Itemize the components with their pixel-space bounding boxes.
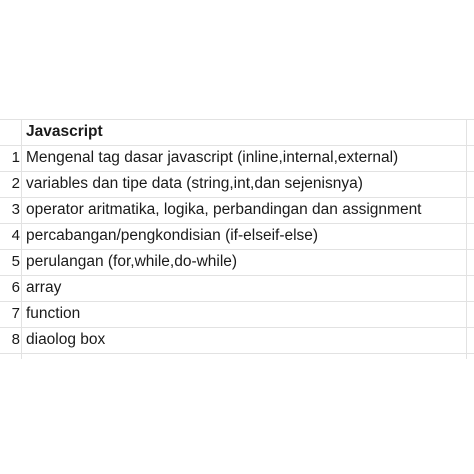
table-cell[interactable]: function [26,305,81,322]
spreadsheet [0,119,474,359]
table-row [0,223,474,249]
row-number[interactable]: 4 [11,227,20,244]
table-row [0,327,474,353]
table-cell[interactable]: variables dan tipe data (string,int,dan sejenisnya) [26,175,363,192]
table-row [0,145,474,171]
row-number[interactable]: 1 [11,149,20,166]
table-row [0,171,474,197]
table-header-row [0,119,474,145]
table-row [0,249,474,275]
table-cell[interactable]: operator aritmatika, logika, perbandingan dan assignment [26,201,422,218]
grid-line [0,353,474,354]
header-cell[interactable]: Javascript [26,123,103,140]
row-number[interactable]: 3 [11,201,20,218]
table-cell[interactable]: diaolog box [26,331,106,348]
row-number[interactable]: 2 [11,175,20,192]
table-cell[interactable]: Mengenal tag dasar javascript (inline,internal,external) [26,149,399,166]
table-row [0,275,474,301]
table-row [0,301,474,327]
table-cell[interactable]: percabangan/pengkondisian (if-elseif-else) [26,227,319,244]
table-cell[interactable]: array [26,279,62,296]
table-cell[interactable]: perulangan (for,while,do-while) [26,253,238,270]
row-number[interactable]: 5 [11,253,20,270]
row-number[interactable]: 6 [11,279,20,296]
table-row [0,197,474,223]
row-number[interactable]: 7 [11,305,20,322]
row-number[interactable]: 8 [11,331,20,348]
